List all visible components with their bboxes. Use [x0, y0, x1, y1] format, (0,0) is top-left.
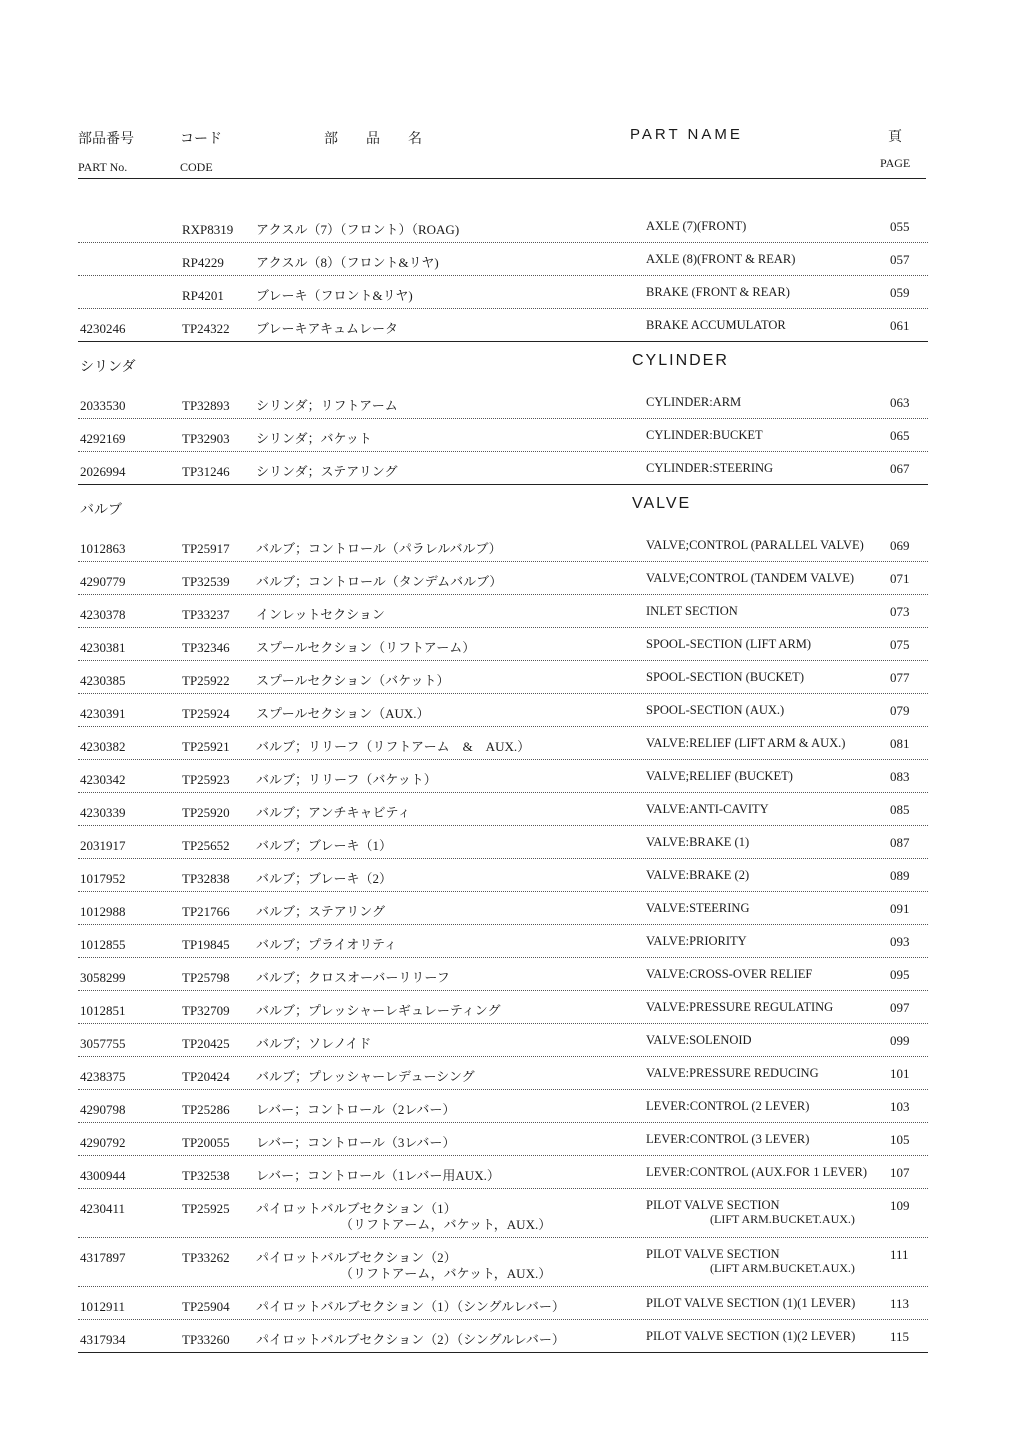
- page-number: 057: [890, 252, 910, 267]
- part-name-en: AXLE (7)(FRONT): [646, 219, 747, 233]
- part-name-jp: アクスル（7）（フロント）（ROAG): [256, 222, 460, 237]
- part-name-jp: バルブ；プレッシャーレデューシング: [256, 1069, 475, 1084]
- part-name-jp: バルブ；クロスオーバーリリーフ: [256, 970, 450, 985]
- header-code-jp: コード: [180, 132, 222, 147]
- part-name-en: VALVE:BRAKE (1): [646, 835, 750, 849]
- section-title: [78, 342, 928, 386]
- part-number: 1012988: [80, 904, 126, 919]
- sections-container: [78, 182, 928, 1353]
- part-code: RP4229: [182, 255, 224, 270]
- part-name-jp: バルブ；ブレーキ（2）: [256, 871, 392, 886]
- section-title-en: CYLINDER: [632, 352, 729, 369]
- part-number: 3058299: [80, 970, 126, 985]
- table-row: [78, 760, 928, 793]
- part-name-en: CYLINDER:ARM: [646, 395, 742, 409]
- part-name-en: SPOOL-SECTION (LIFT ARM): [646, 637, 812, 651]
- part-name-jp: スプールセクション（リフトアーム）: [256, 640, 476, 655]
- part-name-jp: レバー；コントロール（2レバー）: [256, 1102, 456, 1117]
- part-name-en: LEVER:CONTROL (AUX.FOR 1 LEVER): [646, 1165, 868, 1179]
- spacer: [78, 182, 928, 210]
- part-number: 4230339: [80, 805, 126, 820]
- parts-index-page: [78, 120, 928, 1353]
- table-row: [78, 991, 928, 1024]
- part-name-en: PILOT VALVE SECTION: [646, 1198, 780, 1212]
- part-name-en: VALVE:PRESSURE REGULATING: [646, 1000, 834, 1014]
- part-name-jp: パイロットバルブセクション（1）: [256, 1201, 457, 1216]
- part-code: TP32539: [182, 574, 230, 589]
- part-name-en: SPOOL-SECTION (BUCKET): [646, 670, 804, 684]
- page-number: 099: [890, 1033, 910, 1048]
- part-name-jp: バルブ；ステアリング: [256, 904, 385, 919]
- part-name-en: VALVE;CONTROL (TANDEM VALVE): [646, 571, 855, 585]
- part-number: 4292169: [80, 431, 126, 446]
- part-name-en: VALVE:SOLENOID: [646, 1033, 752, 1047]
- part-code: TP33262: [182, 1250, 230, 1265]
- part-name-en: VALVE:BRAKE (2): [646, 868, 750, 882]
- page-number: 081: [890, 736, 910, 751]
- part-name-jp: シリンダ；バケット: [256, 431, 372, 446]
- part-name-jp: バルブ；プレッシャーレギュレーティング: [256, 1003, 501, 1018]
- header-part-no-en: PART No.: [78, 160, 128, 174]
- part-number: 3057755: [80, 1036, 126, 1051]
- part-number: 4230342: [80, 772, 126, 787]
- part-name-jp: ブレーキアキュムレータ: [256, 321, 398, 336]
- table-row: [78, 309, 928, 342]
- table-row: [78, 419, 928, 452]
- page-number: 115: [890, 1329, 910, 1344]
- part-name-jp: レバー；コントロール（3レバー）: [256, 1135, 456, 1150]
- part-name-en: SPOOL-SECTION (AUX.): [646, 703, 785, 717]
- part-name-jp: バルブ；リリーフ（リフトアーム & AUX.）: [256, 739, 531, 754]
- page-number: 075: [890, 637, 910, 652]
- part-name-jp: バルブ；ブレーキ（1）: [256, 838, 392, 853]
- part-code: TP20425: [182, 1036, 230, 1051]
- page-number: 107: [890, 1165, 910, 1180]
- table-row: [78, 529, 928, 562]
- table-row: [78, 1024, 928, 1057]
- part-name-jp: バルブ；リリーフ（バケット）: [256, 772, 437, 787]
- part-number: 4230378: [80, 607, 126, 622]
- part-name-en: LEVER:CONTROL (3 LEVER): [646, 1132, 810, 1146]
- page-number: 103: [890, 1099, 910, 1114]
- part-code: TP19845: [182, 937, 230, 952]
- page-number: 059: [890, 285, 910, 300]
- part-number: 2033530: [80, 398, 126, 413]
- page-number: 101: [890, 1066, 910, 1081]
- table-row: [78, 243, 928, 276]
- table-row: [78, 859, 928, 892]
- table-row: [78, 1238, 928, 1287]
- section-title: [78, 485, 928, 529]
- part-number: 4230246: [80, 321, 126, 336]
- table-row: [78, 1090, 928, 1123]
- part-code: TP25921: [182, 739, 230, 754]
- section-title-jp: シリンダ: [80, 360, 136, 375]
- table-row: [78, 1123, 928, 1156]
- table-row: [78, 958, 928, 991]
- table-row: [78, 727, 928, 760]
- part-name-en: VALVE;CONTROL (PARALLEL VALVE): [646, 538, 864, 552]
- part-code: TP25286: [182, 1102, 230, 1117]
- part-code: TP21766: [182, 904, 230, 919]
- part-name-en: CYLINDER:STEERING: [646, 461, 774, 475]
- table-row: [78, 562, 928, 595]
- part-number: 4238375: [80, 1069, 126, 1084]
- page-number: 091: [890, 901, 910, 916]
- page-number: 113: [890, 1296, 910, 1311]
- part-code: TP25924: [182, 706, 230, 721]
- part-number: 4317897: [80, 1250, 126, 1265]
- page-number: 077: [890, 670, 910, 685]
- part-code: TP33260: [182, 1332, 230, 1347]
- table-row: [78, 661, 928, 694]
- part-number: 4230391: [80, 706, 126, 721]
- header-page-jp: 頁: [888, 130, 902, 145]
- part-name-jp: スプールセクション（バケット）: [256, 673, 450, 688]
- header-code-en: CODE: [180, 160, 213, 174]
- header-page-en: PAGE: [880, 156, 911, 170]
- section-title-jp: バルブ: [80, 503, 122, 518]
- part-name-jp: パイロットバルブセクション（2）（シングルレバー）: [256, 1332, 565, 1347]
- part-code: TP25917: [182, 541, 230, 556]
- page-number: 079: [890, 703, 910, 718]
- part-code: TP20424: [182, 1069, 230, 1084]
- table-row: [78, 276, 928, 309]
- page-number: 111: [890, 1247, 909, 1262]
- part-name-en: VALVE;RELIEF (BUCKET): [646, 769, 793, 783]
- part-code: TP31246: [182, 464, 230, 479]
- part-number: 1012851: [80, 1003, 126, 1018]
- header-part-no-jp: 部品番号: [78, 132, 134, 147]
- part-name-en: BRAKE (FRONT & REAR): [646, 285, 790, 299]
- part-number: 4317934: [80, 1332, 126, 1347]
- part-name-en: VALVE:PRIORITY: [646, 934, 747, 948]
- part-code: TP25925: [182, 1201, 230, 1216]
- table-row: [78, 826, 928, 859]
- part-code: TP25652: [182, 838, 230, 853]
- part-name-jp: バルブ；アンチキャビティ: [256, 805, 411, 820]
- part-name-jp: ブレーキ（フロント&リヤ): [256, 288, 413, 303]
- part-number: 4290792: [80, 1135, 126, 1150]
- part-number: 4230382: [80, 739, 126, 754]
- part-code: TP25920: [182, 805, 230, 820]
- part-code: TP32838: [182, 871, 230, 886]
- part-number: 4230385: [80, 673, 126, 688]
- part-name-en: VALVE:STEERING: [646, 901, 750, 915]
- section-title-en: VALVE: [632, 495, 692, 512]
- page-number: 109: [890, 1198, 910, 1213]
- table-row: [78, 1189, 928, 1238]
- table-row: [78, 925, 928, 958]
- page-number: 105: [890, 1132, 910, 1147]
- table-row: [78, 1287, 928, 1320]
- page-number: 067: [890, 461, 910, 476]
- page-number: 071: [890, 571, 910, 586]
- header-name-en: PART NAME: [630, 126, 743, 143]
- part-code: TP32709: [182, 1003, 230, 1018]
- page-number: 095: [890, 967, 910, 982]
- part-code: TP24322: [182, 321, 230, 336]
- table-row: [78, 892, 928, 925]
- part-name-jp: パイロットバルブセクション（2）: [256, 1250, 457, 1265]
- part-name-jp: スプールセクション（AUX.）: [256, 706, 430, 721]
- part-name-jp: シリンダ；リフトアーム: [256, 398, 398, 413]
- part-code: TP32893: [182, 398, 230, 413]
- part-name-en: VALVE:ANTI-CAVITY: [646, 802, 769, 816]
- part-number: 4230411: [80, 1201, 126, 1216]
- part-name-jp: インレットセクション: [256, 607, 385, 622]
- table-row: [78, 1057, 928, 1090]
- page-number: 069: [890, 538, 910, 553]
- part-code: RP4201: [182, 288, 224, 303]
- part-number: 4290779: [80, 574, 126, 589]
- part-name-en: INLET SECTION: [646, 604, 738, 618]
- part-name-jp: シリンダ；ステアリング: [256, 464, 398, 479]
- part-code: TP25904: [182, 1299, 230, 1314]
- part-code: TP25922: [182, 673, 230, 688]
- part-number: 4230381: [80, 640, 126, 655]
- part-number: 1012911: [80, 1299, 126, 1314]
- part-name-jp: バルブ；コントロール（パラレルバルブ）: [256, 541, 502, 556]
- part-name-en: VALVE:RELIEF (LIFT ARM & AUX.): [646, 736, 846, 750]
- part-code: TP25798: [182, 970, 230, 985]
- table-row: [78, 628, 928, 661]
- part-number: 2026994: [80, 464, 126, 479]
- page-number: 089: [890, 868, 910, 883]
- table-row: [78, 210, 928, 243]
- part-number: 1017952: [80, 871, 126, 886]
- table-header: [78, 120, 928, 182]
- part-number: 4290798: [80, 1102, 126, 1117]
- part-name-jp-line2: （リフトアーム，バケット，AUX.）: [340, 1217, 552, 1232]
- part-name-en: AXLE (8)(FRONT & REAR): [646, 252, 796, 266]
- part-number: 1012855: [80, 937, 126, 952]
- part-number: 2031917: [80, 838, 126, 853]
- table-row: [78, 452, 928, 485]
- part-name-jp: バルブ；コントロール（タンデムバルブ）: [256, 574, 503, 589]
- page-number: 073: [890, 604, 910, 619]
- part-name-jp: パイロットバルブセクション（1）（シングルレバー）: [256, 1299, 565, 1314]
- part-name-en: PILOT VALVE SECTION: [646, 1247, 780, 1261]
- part-number: 4300944: [80, 1168, 126, 1183]
- part-number: 1012863: [80, 541, 126, 556]
- table-row: [78, 386, 928, 419]
- header-name-jp: 部 品 名: [324, 132, 422, 147]
- page-number: 087: [890, 835, 910, 850]
- page-number: 097: [890, 1000, 910, 1015]
- page-number: 061: [890, 318, 910, 333]
- part-name-jp: アクスル（8）（フロント&リヤ): [256, 255, 439, 270]
- part-name-jp: レバー；コントロール（1レバー用AUX.）: [256, 1168, 500, 1183]
- table-row: [78, 694, 928, 727]
- page-number: 093: [890, 934, 910, 949]
- part-name-en: CYLINDER:BUCKET: [646, 428, 763, 442]
- part-name-jp: バルブ；プライオリティ: [256, 937, 397, 952]
- part-name-en: VALVE:PRESSURE REDUCING: [646, 1066, 819, 1080]
- page-number: 083: [890, 769, 910, 784]
- page-number: 055: [890, 219, 910, 234]
- part-name-jp-line2: （リフトアーム，バケット，AUX.）: [340, 1266, 552, 1281]
- part-name-en: LEVER:CONTROL (2 LEVER): [646, 1099, 810, 1113]
- header-divider: [78, 178, 926, 179]
- part-name-en-line2: (LIFT ARM.BUCKET.AUX.): [710, 1261, 855, 1275]
- part-code: RXP8319: [182, 222, 234, 237]
- part-code: TP32903: [182, 431, 230, 446]
- page-number: 063: [890, 395, 910, 410]
- part-code: TP25923: [182, 772, 230, 787]
- part-name-en: PILOT VALVE SECTION (1)(1 LEVER): [646, 1296, 856, 1310]
- page-number: 065: [890, 428, 910, 443]
- part-code: TP32346: [182, 640, 230, 655]
- table-row: [78, 793, 928, 826]
- part-code: TP32538: [182, 1168, 230, 1183]
- part-name-en: VALVE:CROSS-OVER RELIEF: [646, 967, 813, 981]
- part-name-en: BRAKE ACCUMULATOR: [646, 318, 786, 332]
- table-row: [78, 1320, 928, 1353]
- part-code: TP20055: [182, 1135, 230, 1150]
- page-number: 085: [890, 802, 910, 817]
- part-name-en: PILOT VALVE SECTION (1)(2 LEVER): [646, 1329, 856, 1343]
- part-name-jp: バルブ；ソレノイド: [256, 1036, 372, 1051]
- table-row: [78, 595, 928, 628]
- part-name-en-line2: (LIFT ARM.BUCKET.AUX.): [710, 1212, 855, 1226]
- part-code: TP33237: [182, 607, 230, 622]
- table-row: [78, 1156, 928, 1189]
